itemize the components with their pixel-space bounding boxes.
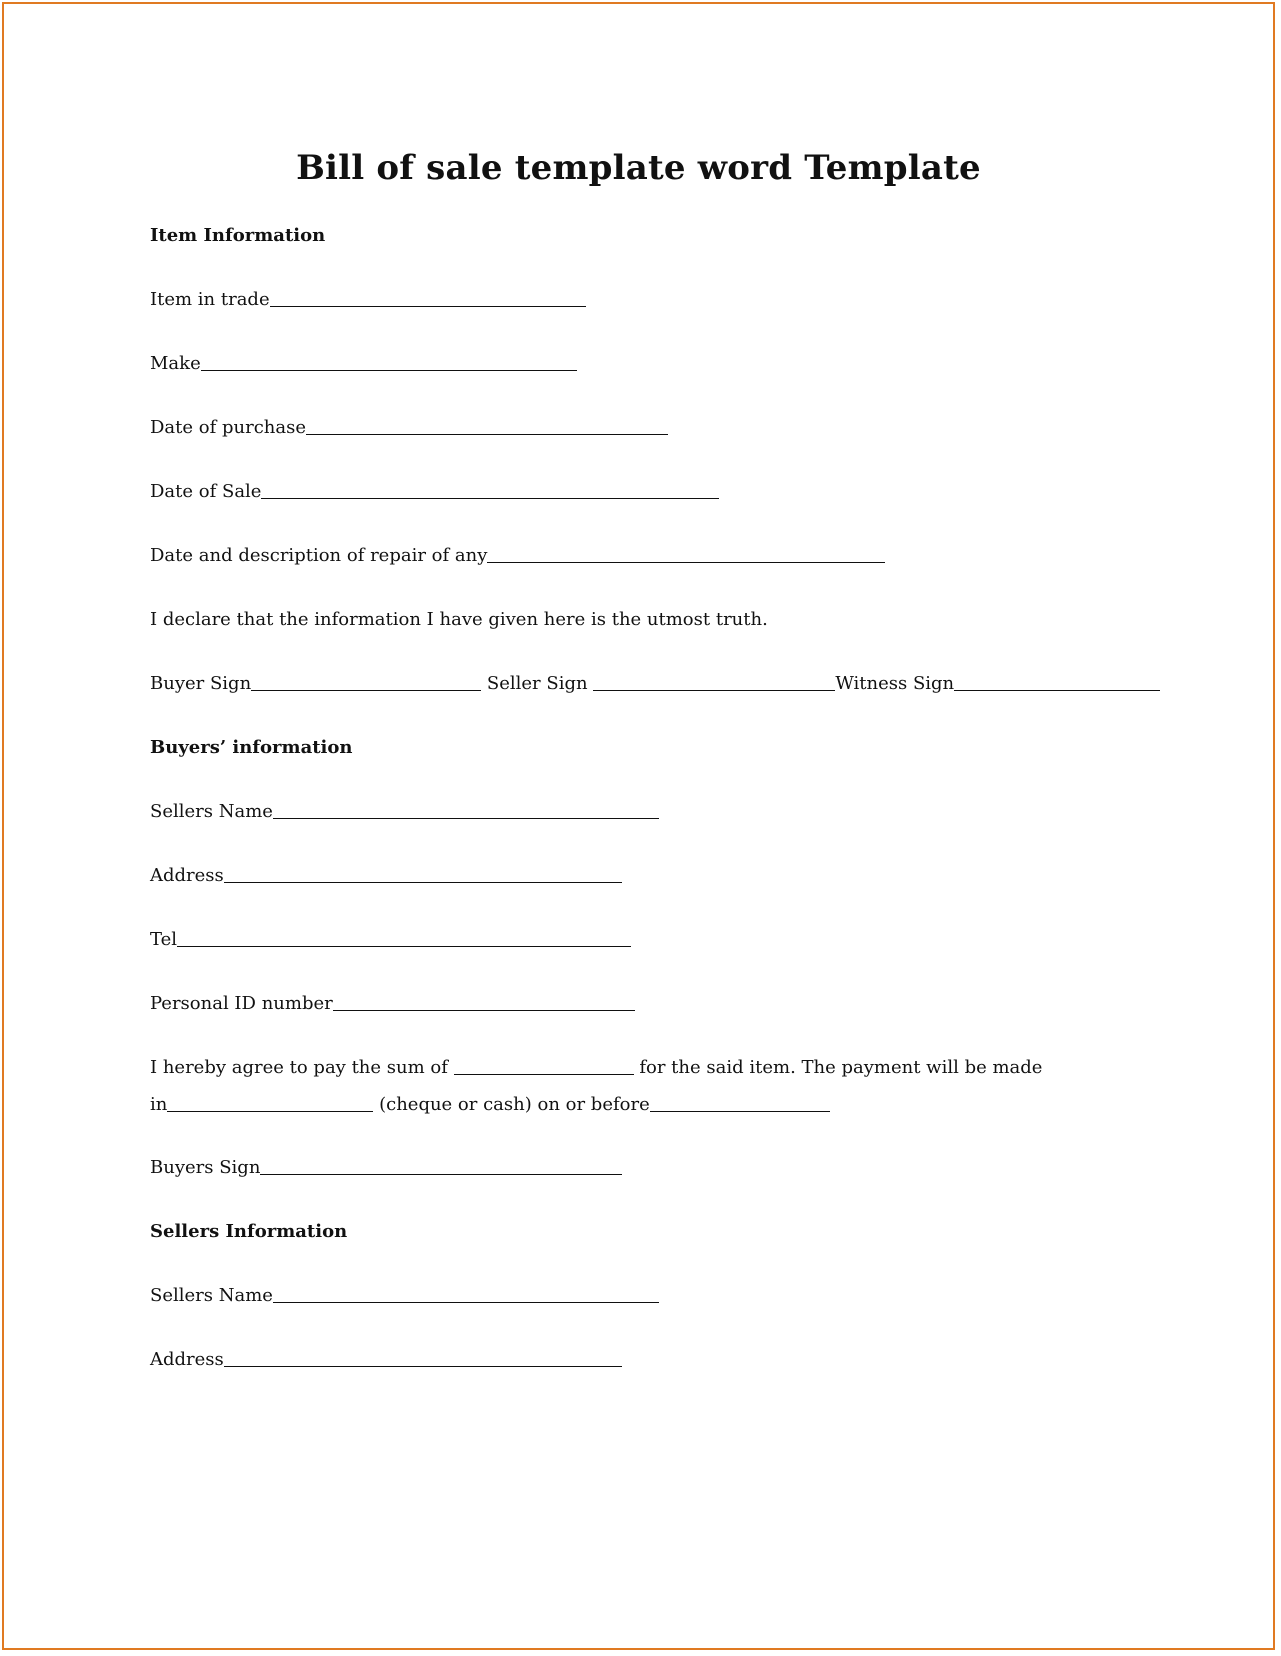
- buyers-sign-label: Buyers Sign: [150, 1157, 261, 1178]
- date-of-purchase-field: [150, 416, 668, 440]
- seller-name-field: [150, 1284, 659, 1308]
- witness-sign-label: Witness Sign: [835, 673, 955, 694]
- document-title: Bill of sale template word Template: [296, 148, 981, 188]
- date-of-sale-blank[interactable]: [261, 480, 719, 499]
- buyer-tel-label: Tel: [150, 929, 178, 950]
- agreement-part3: in: [150, 1094, 168, 1115]
- date-of-sale-label: Date of Sale: [150, 481, 262, 502]
- item-in-trade-blank[interactable]: [270, 288, 586, 307]
- seller-sign-label: Seller Sign: [486, 673, 588, 694]
- buyer-tel-field: [150, 928, 631, 952]
- witness-sign-blank[interactable]: [954, 672, 1160, 691]
- payment-method-blank[interactable]: [167, 1093, 373, 1112]
- personal-id-blank[interactable]: [333, 992, 635, 1011]
- personal-id-field: [150, 992, 635, 1016]
- buyer-sign-blank[interactable]: [251, 672, 481, 691]
- repair-field: [150, 544, 885, 568]
- make-label: Make: [150, 353, 201, 374]
- declaration-text: I declare that the information I have given here is the utmost truth.: [150, 609, 768, 630]
- buyer-name-label: Sellers Name: [150, 801, 273, 822]
- payment-date-blank[interactable]: [650, 1093, 830, 1112]
- item-in-trade-label: Item in trade: [150, 289, 270, 310]
- seller-sign-blank[interactable]: [593, 672, 835, 691]
- buyers-information-heading: Buyers’ information: [150, 737, 353, 758]
- buyer-address-blank[interactable]: [224, 864, 622, 883]
- sellers-information-heading: Sellers Information: [150, 1221, 348, 1242]
- date-of-purchase-blank[interactable]: [306, 416, 668, 435]
- sum-blank[interactable]: [454, 1056, 634, 1075]
- buyer-name-blank[interactable]: [273, 800, 659, 819]
- item-information-heading: Item Information: [150, 225, 326, 246]
- seller-address-blank[interactable]: [224, 1348, 622, 1367]
- repair-blank[interactable]: [487, 544, 885, 563]
- seller-name-blank[interactable]: [273, 1284, 659, 1303]
- agreement-line-1: [150, 1056, 1042, 1080]
- buyer-tel-blank[interactable]: [177, 928, 631, 947]
- signatures-row: [150, 672, 1160, 696]
- buyers-sign-field: [150, 1156, 622, 1180]
- date-of-purchase-label: Date of purchase: [150, 417, 307, 438]
- personal-id-label: Personal ID number: [150, 993, 333, 1014]
- date-of-sale-field: [150, 480, 719, 504]
- agreement-part2: for the said item. The payment will be made: [639, 1057, 1043, 1078]
- buyer-name-field: [150, 800, 659, 824]
- item-in-trade-field: [150, 288, 586, 312]
- buyer-address-label: Address: [150, 865, 224, 886]
- agreement-part1: I hereby agree to pay the sum of: [150, 1057, 448, 1078]
- seller-name-label: Sellers Name: [150, 1285, 273, 1306]
- agreement-part4: (cheque or cash) on or before: [379, 1094, 650, 1115]
- repair-label: Date and description of repair of any: [150, 545, 488, 566]
- buyer-sign-label: Buyer Sign: [150, 673, 252, 694]
- seller-address-label: Address: [150, 1349, 224, 1370]
- agreement-line-2: [150, 1093, 830, 1117]
- buyers-sign-blank[interactable]: [260, 1156, 622, 1175]
- seller-address-field: [150, 1348, 622, 1372]
- buyer-address-field: [150, 864, 622, 888]
- make-field: [150, 352, 577, 376]
- make-blank[interactable]: [201, 352, 577, 371]
